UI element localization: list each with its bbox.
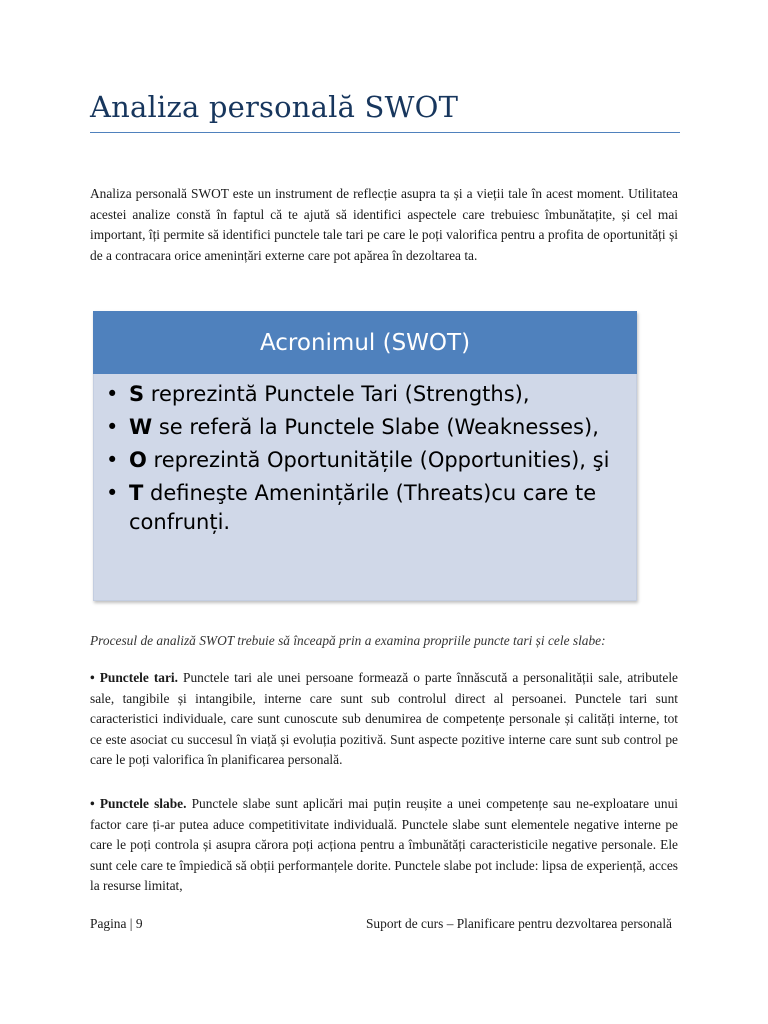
swot-box-body — [93, 374, 637, 601]
strengths-paragraph — [90, 668, 678, 771]
swot-letter: W — [129, 415, 153, 439]
swot-item-text: se referă la Punctele Slabe (Weaknesses), — [152, 415, 599, 439]
swot-item-text: reprezintă Punctele Tari (Strengths), — [144, 382, 530, 406]
swot-item-opportunities — [106, 446, 626, 475]
bullet-icon: • — [106, 382, 119, 406]
paragraph-label: • Punctele tari. — [90, 670, 178, 685]
swot-letter: O — [129, 448, 147, 472]
page-number: Pagina | 9 — [90, 916, 143, 931]
swot-box-header: Acronimul (SWOT) — [93, 311, 637, 374]
swot-letter: T — [129, 481, 144, 505]
swot-item-weaknesses — [106, 413, 626, 442]
swot-item-text: defineşte Amenințările (Threats)cu care te confrunți. — [129, 481, 597, 534]
paragraph-text: Punctele slabe sunt aplicări mai puțin reușite a unei competențe sau ne-exploatare unui factor care ți-ar putea aduce competitivitate individuală. Punctele slabe sunt elementele negative interne pe care le poți controla și asupra cărora poți acționa pentru a îmbunătăți caracteristicile negative personale. Ele sunt cele care te împiedică să obții performanțele dorite. Punctele slabe pot include: lipsa de experiență, acces la resurse limitat, — [90, 796, 678, 893]
page-title: Analiza personală SWOT — [90, 90, 459, 124]
course-title: Suport de curs – Planificare pentru dezvoltarea personală — [365, 916, 672, 931]
page-footer — [90, 916, 672, 932]
bullet-icon: • — [106, 415, 119, 439]
bullet-icon: • — [106, 481, 119, 505]
swot-item-text: reprezintă Oportunitățile (Opportunities), şi — [146, 448, 610, 472]
swot-list — [106, 380, 626, 537]
paragraph-label: • Punctele slabe. — [90, 796, 187, 811]
weaknesses-paragraph — [90, 794, 678, 894]
swot-item-strengths — [106, 380, 626, 409]
swot-letter: S — [129, 382, 145, 406]
swot-acronym-box — [93, 311, 637, 601]
bullet-icon: • — [106, 448, 119, 472]
intro-paragraph: Analiza personală SWOT este un instrument de reflecție asupra ta și a vieții tale în acest moment. Utilitatea acestei analize constă în faptul că te ajută să identifici aspectele care trebuiesc îmbunătațite, și cel mai important, îți permite să identifici punctele tale tari pe care le poți valorifica pentru a profita de oportunități și de a contracara orice amenințări externe care pot apărea în dezoltarea ta. — [90, 186, 678, 263]
paragraph-text: Punctele tari ale unei persoane formează o parte înnăscută a personalității sale, atributele sale, tangibile și intangibile, interne care sunt sub controlul direct al persoanei. Punctele tari sunt caracteristici individuale, care sunt cunoscute sub denumirea de competențe personale și calități interne, tot ce este asociat cu succesul în viață și evoluția pozitivă. Sunt aspecte pozitive interne care sunt sub control pe care le poți valorifica în planificarea personală. — [90, 670, 678, 767]
swot-item-threats — [106, 479, 626, 537]
title-divider — [90, 132, 680, 133]
lead-in-text: Procesul de analiză SWOT trebuie să înceapă prin a examina propriile puncte tari și cele slabe: — [90, 633, 606, 648]
